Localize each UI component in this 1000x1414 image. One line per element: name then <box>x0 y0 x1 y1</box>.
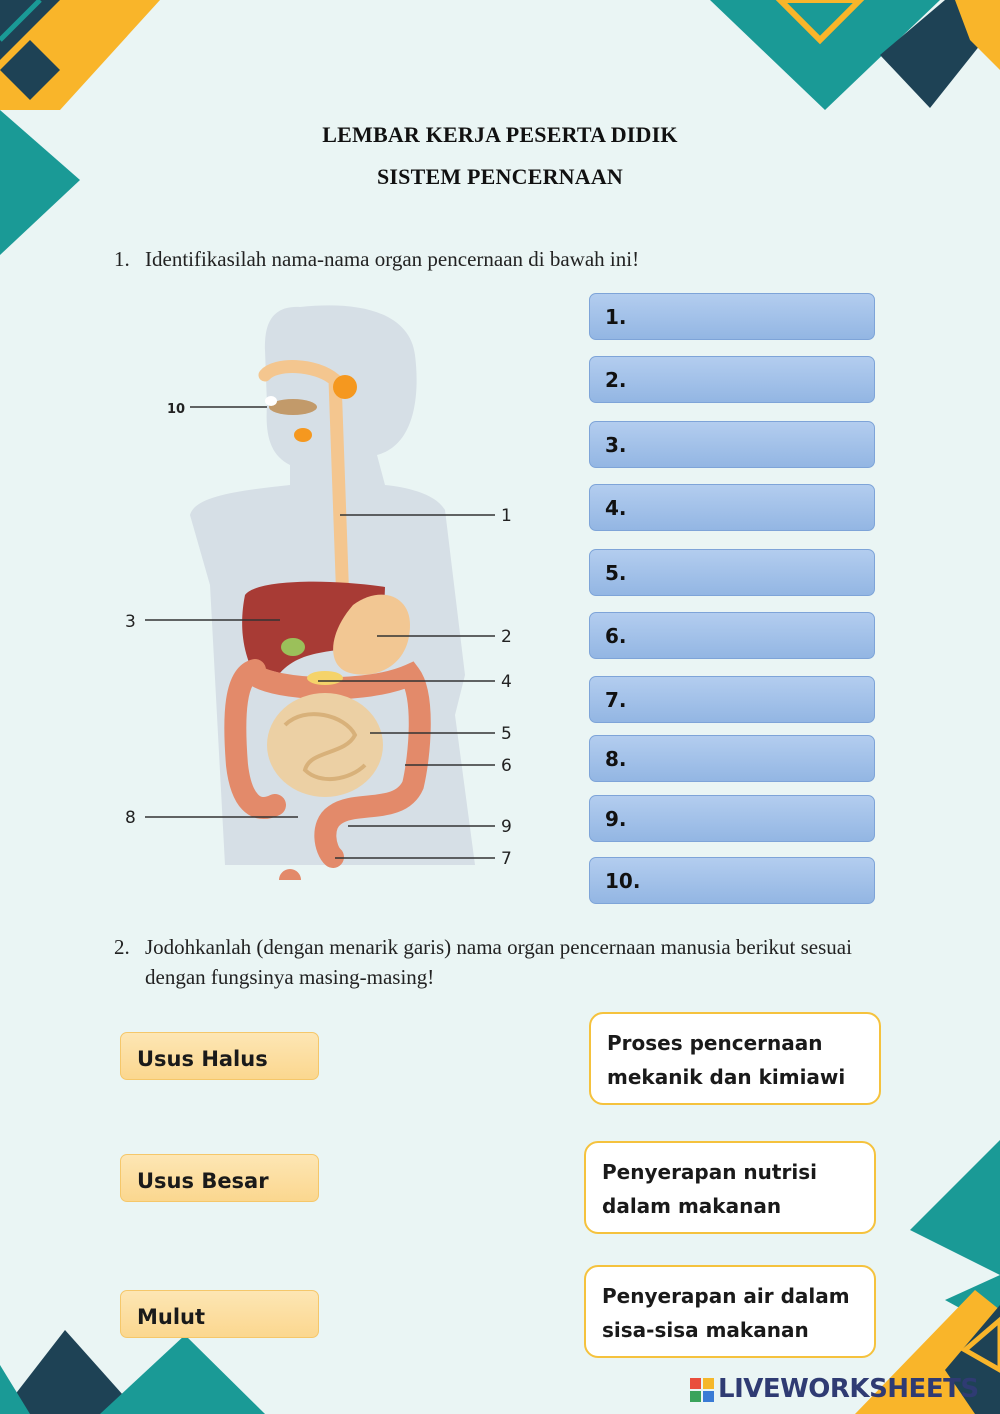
question-text: Identifikasilah nama-nama organ pencernaan di bawah ini! <box>145 247 640 271</box>
answer-box-8[interactable]: 8. <box>589 735 875 782</box>
corner-decoration-bottom-left <box>0 1325 270 1414</box>
answer-box-5[interactable]: 5. <box>589 549 875 596</box>
answer-box-9[interactable]: 9. <box>589 795 875 842</box>
answer-box-3[interactable]: 3. <box>589 421 875 468</box>
brand-text: LIVEWORKSHEETS <box>718 1374 979 1404</box>
answer-box-2[interactable]: 2. <box>589 356 875 403</box>
worksheet-title: LEMBAR KERJA PESERTA DIDIK <box>322 122 678 147</box>
corner-decoration-bottom-right <box>855 1140 1000 1414</box>
question-number: 1. <box>114 247 130 271</box>
diagram-label-3: 3 <box>125 612 136 632</box>
question-number: 2. <box>114 935 130 959</box>
answer-box-7[interactable]: 7. <box>589 676 875 723</box>
function-box-2[interactable]: Penyerapan nutrisi dalam makanan <box>584 1141 876 1234</box>
worksheet-subtitle: SISTEM PENCERNAAN <box>376 164 624 189</box>
answer-box-6[interactable]: 6. <box>589 612 875 659</box>
diagram-label-4: 4 <box>501 672 512 692</box>
function-box-1[interactable]: Proses pencernaan mekanik dan kimiawi <box>589 1012 881 1105</box>
answer-box-1[interactable]: 1. <box>589 293 875 340</box>
organ-box-mulut[interactable]: Mulut <box>120 1290 319 1338</box>
answer-box-4[interactable]: 4. <box>589 484 875 531</box>
pancreas <box>307 671 343 685</box>
function-box-3[interactable]: Penyerapan air dalam sisa-sisa makanan <box>584 1265 876 1358</box>
organ-box-usus-halus[interactable]: Usus Halus <box>120 1032 319 1080</box>
diagram-label-6: 6 <box>501 756 512 776</box>
salivary-gland <box>333 375 357 399</box>
diagram-label-7: 7 <box>501 849 512 869</box>
diagram-label-1: 1 <box>501 506 512 526</box>
diagram-label-2: 2 <box>501 627 512 647</box>
diagram-label-5: 5 <box>501 724 512 744</box>
liveworksheets-logo <box>690 1374 979 1404</box>
question-2 <box>114 932 894 992</box>
question-text: Jodohkanlah (dengan menarik garis) nama organ pencernaan manusia berikut sesuai dengan fungsinya masing-masing! <box>145 935 852 989</box>
diagram-label-8: 8 <box>125 808 136 828</box>
diagram-label-10: 10 <box>167 402 186 417</box>
digestive-system-diagram <box>115 295 535 880</box>
gallbladder <box>281 638 305 656</box>
answer-box-10[interactable]: 10. <box>589 857 875 904</box>
liveworksheets-logo-icon <box>690 1378 714 1402</box>
diagram-label-9: 9 <box>501 817 512 837</box>
corner-decoration-top-right <box>705 0 1000 115</box>
organ-box-usus-besar[interactable]: Usus Besar <box>120 1154 319 1202</box>
question-1 <box>114 244 914 274</box>
small-intestine <box>267 693 383 797</box>
